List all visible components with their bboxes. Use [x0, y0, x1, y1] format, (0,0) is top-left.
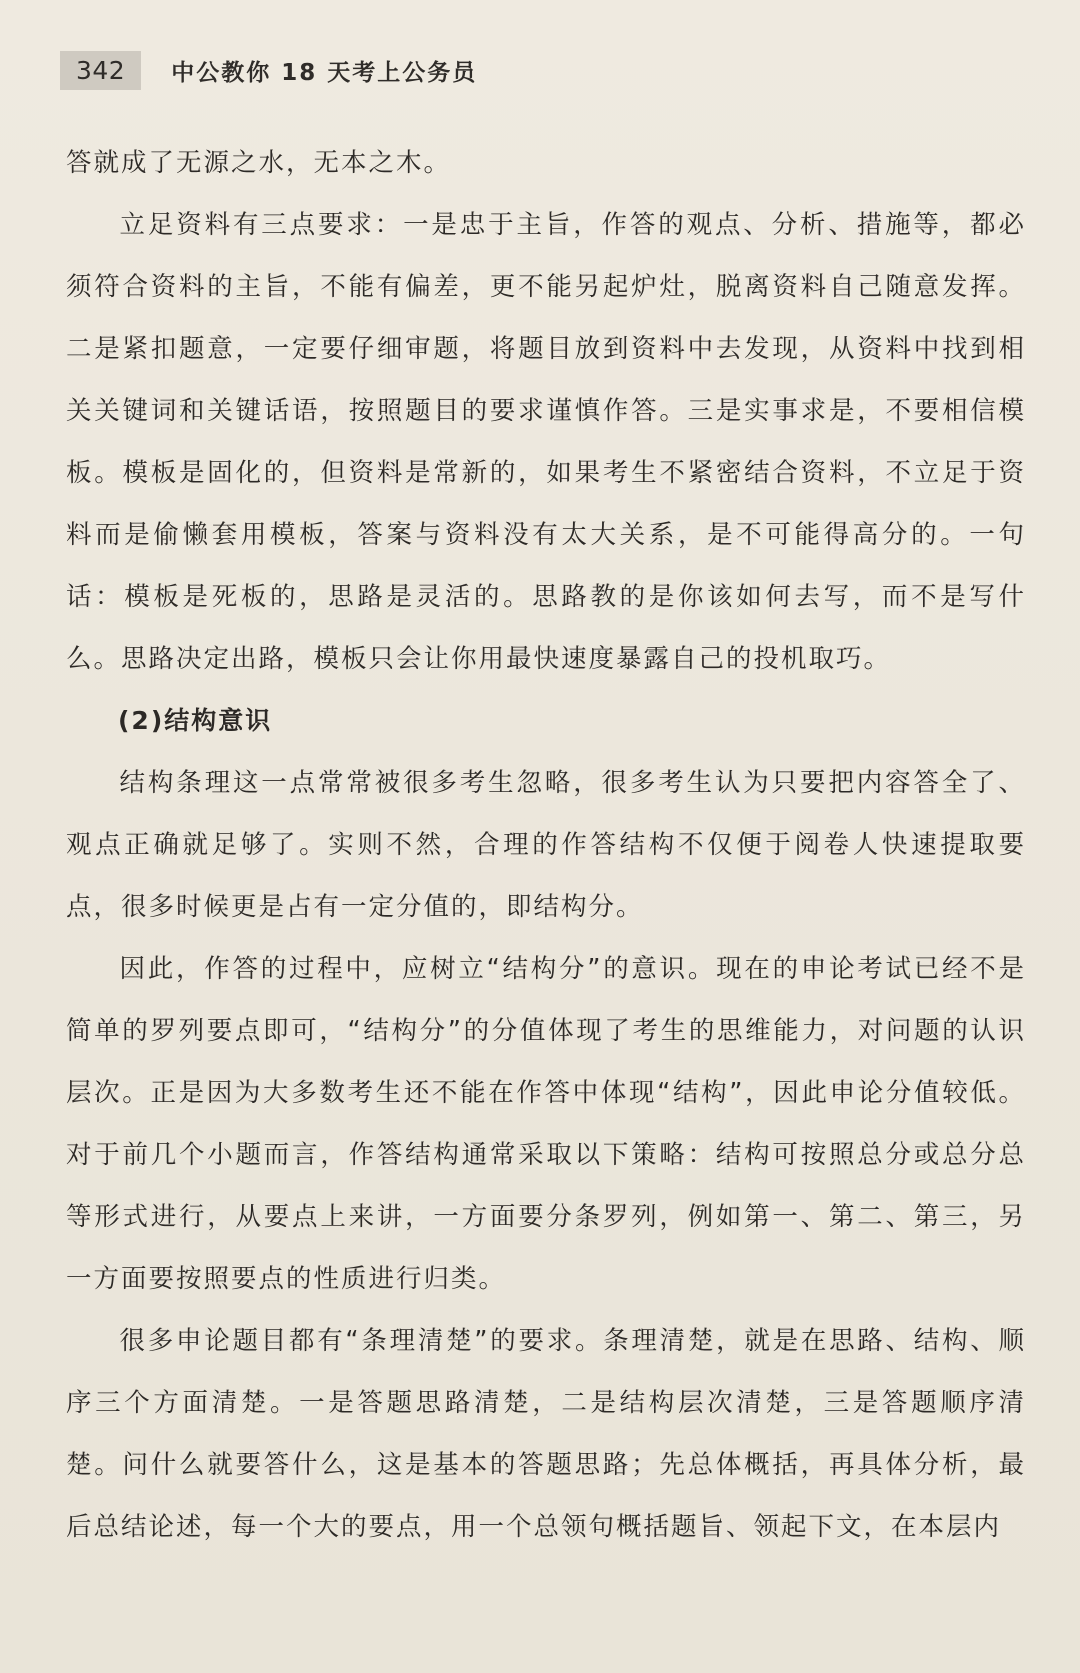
paragraph-clear-organization: 很多申论题目都有“条理清楚”的要求。条理清楚，就是在思路、结构、顺序三个方面清楚。一是答题思路清楚，二是结构层次清楚，三是答题顺序清楚。问什么就要答什么，这是基本的答题思路；先总体概括，再具体分析，最后总结论述，每一个大的要点，用一个总领句概括题旨、领起下文，在本层内 — [66, 1326, 1026, 1542]
paragraph-material-requirements: 立足资料有三点要求：一是忠于主旨，作答的观点、分析、措施等，都必须符合资料的主旨，不能有偏差，更不能另起炉灶，脱离资料自己随意发挥。二是紧扣题意，一定要仔细审题，将题目放到资料中去发现，从资料中找到相关关键词和关键话语，按照题目的要求谨慎作答。三是实事求是，不要相信模板。模板是固化的，但资料是常新的，如果考生不紧密结合资料，不立足于资料而是偷懒套用模板，答案与资料没有太大关系，是不可能得高分的。一句话：模板是死板的，思路是灵活的。思路教的是你该如何去写，而不是写什么。思路决定出路，模板只会让你用最快速度暴露自己的投机取巧。 — [66, 210, 1026, 674]
paragraph-structure-neglect: 结构条理这一点常常被很多考生忽略，很多考生认为只要把内容答全了、观点正确就足够了。实则不然，合理的作答结构不仅便于阅卷人快速提取要点，很多时候更是占有一定分值的，即结构分。 — [66, 768, 1026, 922]
paragraph-structure-score: 因此，作答的过程中，应树立“结构分”的意识。现在的申论考试已经不是简单的罗列要点即可，“结构分”的分值体现了考生的思维能力，对问题的认识层次。正是因为大多数考生还不能在作答中体现“结构”，因此申论分值较低。对于前几个小题而言，作答结构通常采取以下策略：结构可按照总分或总分总等形式进行，从要点上来讲，一方面要分条罗列，例如第一、第二、第三，另一方面要按照要点的性质进行归类。 — [66, 954, 1026, 1294]
page-header — [60, 46, 477, 94]
page-body — [66, 132, 1026, 1558]
paragraph-continuation: 答就成了无源之水，无本之木。 — [66, 148, 452, 178]
section-heading-structure-awareness: (2)结构意识 — [118, 706, 273, 735]
page-number: 342 — [60, 51, 141, 90]
book-title: 中公教你 18 天考上公务员 — [171, 59, 478, 86]
